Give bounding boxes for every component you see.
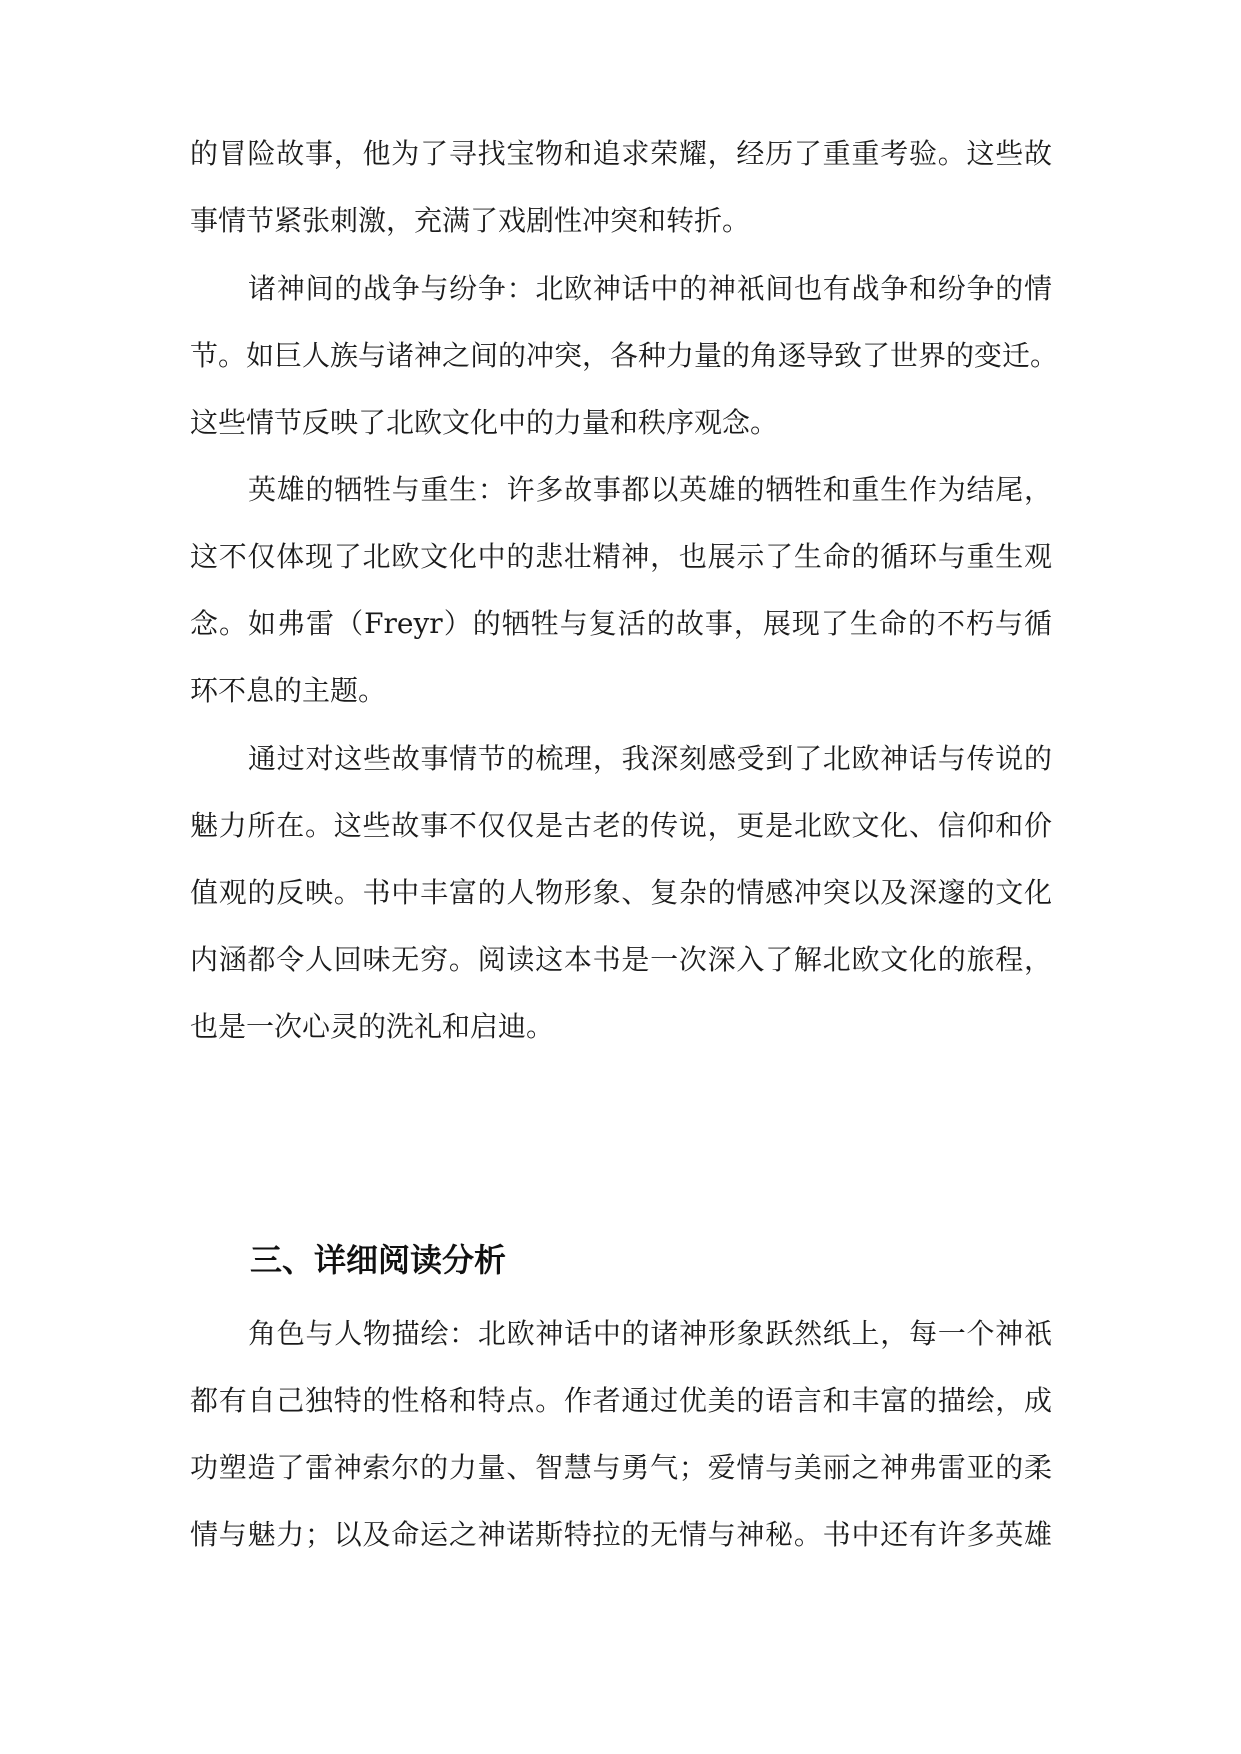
text-line: 情与魅力；以及命运之神诺斯特拉的无情与神秘。书中还有许多英雄 xyxy=(190,1518,1052,1551)
text-line: 这些情节反映了北欧文化中的力量和秩序观念。 xyxy=(190,406,779,439)
text-line: 角色与人物描绘：北欧神话中的诸神形象跃然纸上，每一个神祇 xyxy=(248,1317,1052,1350)
text-line: 魅力所在。这些故事不仅仅是古老的传说，更是北欧文化、信仰和价 xyxy=(190,809,1052,842)
text-line: 值观的反映。书中丰富的人物形象、复杂的情感冲突以及深邃的文化 xyxy=(190,876,1052,909)
text-line: 功塑造了雷神索尔的力量、智慧与勇气；爱情与美丽之神弗雷亚的柔 xyxy=(190,1451,1052,1484)
text-line: 都有自己独特的性格和特点。作者通过优美的语言和丰富的描绘，成 xyxy=(190,1384,1052,1417)
text-line: 通过对这些故事情节的梳理，我深刻感受到了北欧神话与传说的 xyxy=(248,742,1052,775)
text-line: 这不仅体现了北欧文化中的悲壮精神，也展示了生命的循环与重生观 xyxy=(190,540,1052,573)
text-line: 的冒险故事，他为了寻找宝物和追求荣耀，经历了重重考验。这些故 xyxy=(190,137,1052,170)
text-line: 内涵都令人回味无穷。阅读这本书是一次深入了解北欧文化的旅程， xyxy=(190,943,1052,976)
text-line: 英雄的牺牲与重生：许多故事都以英雄的牺牲和重生作为结尾， xyxy=(248,473,1052,506)
text-line: 事情节紧张刺激，充满了戏剧性冲突和转折。 xyxy=(190,204,751,237)
text-line: 诸神间的战争与纷争：北欧神话中的神祇间也有战争和纷争的情 xyxy=(248,272,1052,305)
text-line: 也是一次心灵的洗礼和启迪。 xyxy=(190,1010,555,1043)
text-line: 环不息的主题。 xyxy=(190,674,387,707)
text-line: 节。如巨人族与诸神之间的冲突，各种力量的角逐导致了世界的变迁。 xyxy=(190,339,1059,372)
section-heading: 三、详细阅读分析 xyxy=(250,1241,507,1279)
text-line: 念。如弗雷（Freyr）的牺牲与复活的故事，展现了生命的不朽与循 xyxy=(190,607,1052,640)
